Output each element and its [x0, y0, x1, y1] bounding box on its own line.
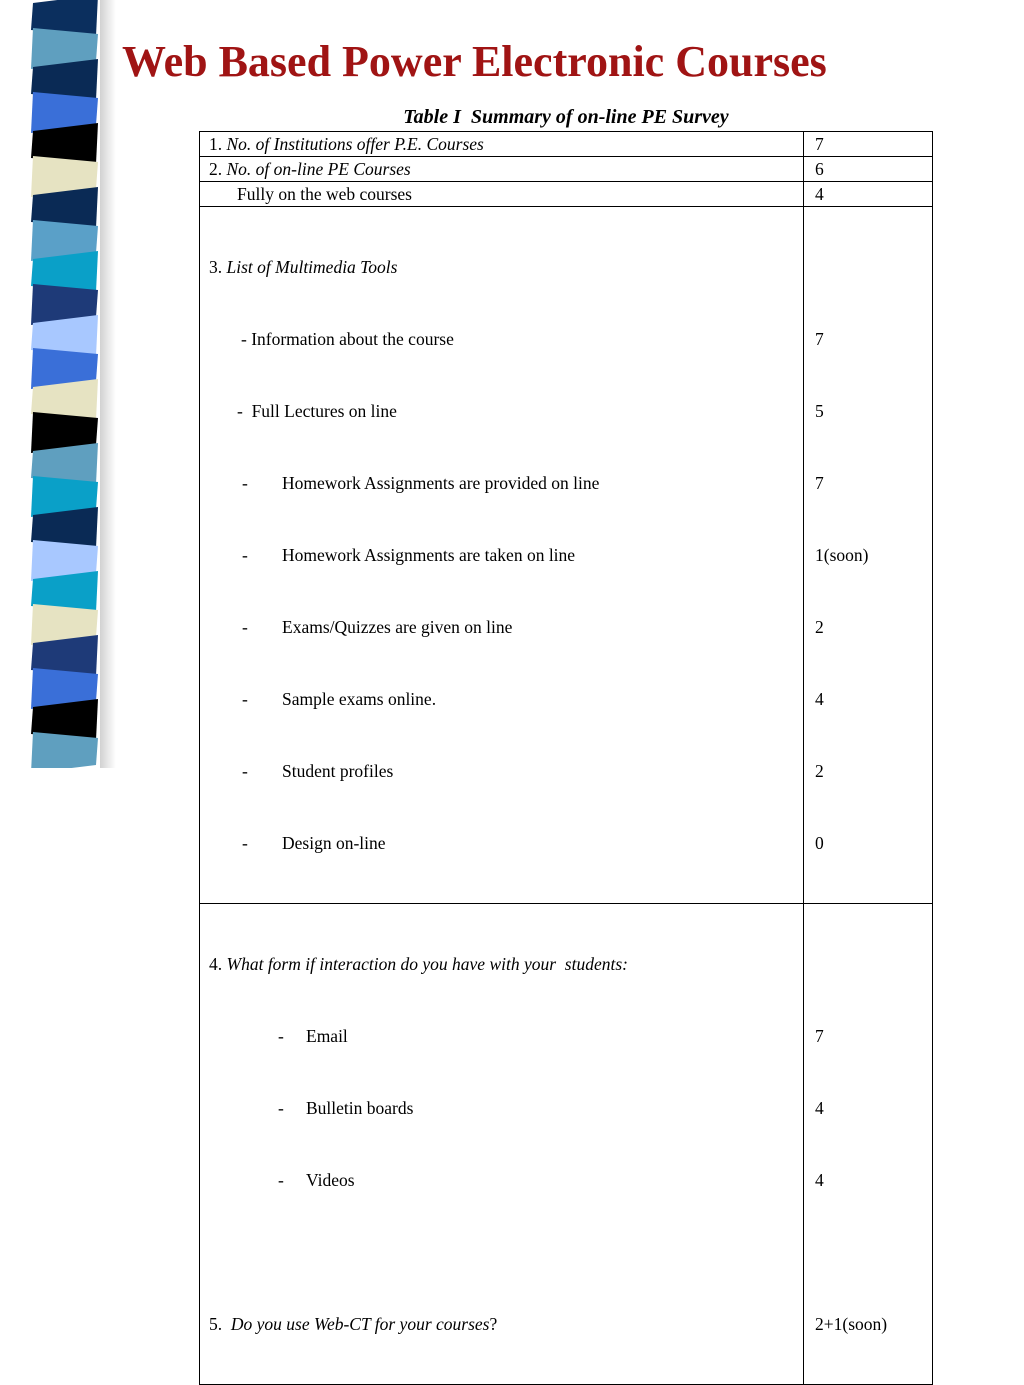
row-5-question	[209, 1312, 803, 1336]
list-value: 1(soon)	[815, 545, 869, 565]
list-value: 4	[815, 1098, 824, 1118]
list-dash: -	[242, 617, 248, 637]
list-item: - Full Lectures on line	[237, 401, 397, 421]
row-4-heading-value-blank	[815, 952, 932, 976]
list-value: 2	[815, 617, 824, 637]
list-value: 2	[815, 761, 824, 781]
list-dash: -	[242, 473, 248, 493]
row-4-heading	[209, 952, 803, 976]
table-row	[200, 132, 933, 157]
list-item-text: Homework Assignments are taken on line	[282, 545, 576, 565]
list-item: - Information about the course	[241, 329, 454, 349]
row-5-label: Do you use Web-CT for your courses	[230, 1314, 490, 1334]
table-row	[200, 182, 933, 207]
spacer-line	[209, 1240, 803, 1264]
list-item-text: Email	[306, 1026, 348, 1046]
stripe-shadow	[100, 0, 116, 768]
row-1-number: 1.	[209, 134, 227, 154]
row-2-number: 2.	[209, 159, 227, 179]
row-2b-label-cell	[200, 182, 804, 207]
row-2b-value: 4	[804, 182, 933, 207]
row-4-label-cell	[200, 904, 804, 1385]
list-item	[209, 687, 803, 711]
slide-title: Web Based Power Electronic Courses	[122, 37, 827, 86]
list-item	[209, 831, 803, 855]
row-5-suffix: ?	[489, 1314, 498, 1334]
list-item-text: Bulletin boards	[306, 1098, 414, 1118]
row-3-values	[804, 207, 933, 904]
list-value: 4	[815, 1170, 824, 1190]
list-item	[209, 543, 803, 567]
row-3-heading-value-blank	[815, 255, 932, 279]
list-value: 4	[815, 689, 824, 709]
row-1-label: No. of Institutions offer P.E. Courses	[226, 134, 484, 154]
row-2b-label: Fully on the web courses	[237, 184, 412, 204]
row-3-number: 3.	[209, 257, 227, 277]
table-caption: Table I Summary of on-line PE Survey	[403, 106, 729, 128]
list-value: 0	[815, 833, 824, 853]
spacer-line	[815, 1240, 932, 1264]
row-5-number: 5.	[209, 1314, 231, 1334]
list-dash: -	[278, 1170, 284, 1190]
list-item	[209, 1024, 803, 1048]
row-5-value: 2+1(soon)	[815, 1314, 888, 1334]
row-4-label: What form if interaction do you have with your students:	[226, 954, 628, 974]
table-row	[200, 157, 933, 182]
table-row	[200, 207, 933, 904]
row-2-label: No. of on-line PE Courses	[226, 159, 411, 179]
row-3-label: List of Multimedia Tools	[226, 257, 398, 277]
list-dash: -	[242, 833, 248, 853]
list-item-text: Sample exams online.	[282, 689, 437, 709]
list-item	[209, 1096, 803, 1120]
list-dash: -	[278, 1026, 284, 1046]
table-row	[200, 904, 933, 1385]
list-item	[209, 759, 803, 783]
list-item-text: Student profiles	[282, 761, 394, 781]
list-dash: -	[242, 761, 248, 781]
list-item	[209, 1168, 803, 1192]
list-value: 7	[815, 1026, 824, 1046]
list-dash: -	[242, 689, 248, 709]
list-item	[209, 471, 803, 495]
list-item-text: Design on-line	[282, 833, 386, 853]
row-1-value: 7	[804, 132, 933, 157]
row-3-heading	[209, 255, 803, 279]
row-4-number: 4.	[209, 954, 227, 974]
list-item-text: Homework Assignments are provided on line	[282, 473, 600, 493]
list-value: 7	[815, 473, 824, 493]
row-3-label-cell	[200, 207, 804, 904]
list-value: 5	[815, 401, 824, 421]
list-value: 7	[815, 329, 824, 349]
survey-table	[199, 131, 933, 1385]
decorative-stripe	[30, 0, 100, 768]
list-dash: -	[278, 1098, 284, 1118]
stripe-band	[31, 732, 98, 768]
list-item-text: Exams/Quizzes are given on line	[282, 617, 513, 637]
row-2-label-cell	[200, 157, 804, 182]
row-2-value: 6	[804, 157, 933, 182]
row-1-label-cell	[200, 132, 804, 157]
list-item	[209, 615, 803, 639]
list-dash: -	[242, 545, 248, 565]
list-item-text: Videos	[306, 1170, 355, 1190]
row-4-values	[804, 904, 933, 1385]
